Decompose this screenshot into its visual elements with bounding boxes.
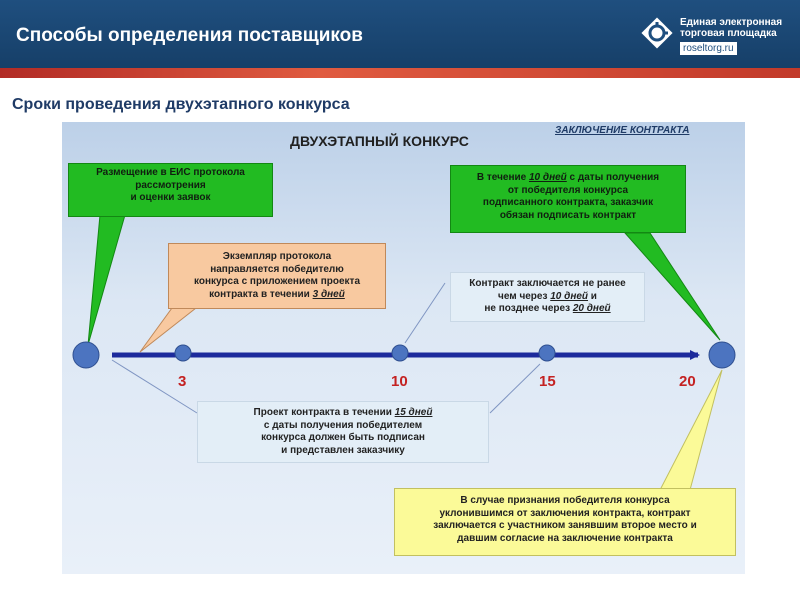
eis-protocol-box bbox=[68, 163, 273, 217]
contract-terms-line-3-pre: не позднее через bbox=[484, 303, 573, 314]
customer-sign-days: 10 дней bbox=[528, 172, 567, 183]
contract-box-connector bbox=[405, 283, 445, 343]
green-left-callout-pointer bbox=[88, 215, 125, 345]
customer-sign-line-1 bbox=[451, 172, 685, 185]
protocol-copy-line-4-text: контракта в течении bbox=[209, 288, 313, 300]
protocol-copy-box bbox=[168, 243, 386, 309]
second-place-box bbox=[394, 488, 736, 556]
day-label-20: 20 bbox=[679, 373, 696, 390]
eis-protocol-line-1: Размещение в ЕИС протокола bbox=[96, 167, 245, 178]
page-title: Способы определения поставщиков bbox=[16, 25, 363, 46]
project-contract-line-1 bbox=[198, 407, 488, 420]
timeline-node-day-3 bbox=[175, 345, 191, 361]
orange-callout-pointer bbox=[140, 308, 196, 352]
second-place-line-3: заключается с участником занявшим второе место и bbox=[433, 520, 697, 531]
project-contract-line-4: и представлен заказчику bbox=[281, 444, 405, 456]
contract-terms-line-1: Контракт заключается не ранее bbox=[469, 278, 626, 289]
contract-terms-line-3 bbox=[451, 303, 644, 316]
eis-protocol-line-3: и оценки заявок bbox=[130, 192, 211, 203]
contract-terms-line-2 bbox=[451, 291, 644, 304]
project-contract-box bbox=[197, 401, 489, 463]
protocol-copy-days: 3 дней bbox=[312, 288, 345, 300]
protocol-copy-line-2: направляется победителю bbox=[210, 263, 344, 275]
timeline-start-node bbox=[73, 342, 99, 368]
contract-terms-box bbox=[450, 272, 645, 322]
day-label-10: 10 bbox=[391, 373, 408, 390]
eis-protocol-line-2: рассмотрения bbox=[135, 179, 206, 191]
contract-terms-min-days: 10 дней bbox=[550, 290, 589, 302]
customer-sign-line-1-pre: В течение bbox=[476, 172, 529, 183]
logo-line-1: Единая электронная bbox=[680, 17, 783, 28]
customer-sign-line-2: от победителя конкурса bbox=[507, 184, 629, 196]
protocol-copy-line-1: Экземпляр протокола bbox=[222, 251, 332, 262]
diagram-caption: ЗАКЛЮЧЕНИЕ КОНТРАКТА bbox=[555, 125, 690, 136]
project-box-connector-right bbox=[490, 364, 540, 413]
contract-terms-line-2-pre: чем через bbox=[498, 290, 551, 302]
second-place-line-4: давшим согласие на заключение контракта bbox=[457, 532, 673, 544]
diagram-title: ДВУХЭТАПНЫЙ КОНКУРС bbox=[290, 133, 469, 149]
customer-sign-box bbox=[450, 165, 686, 233]
second-place-line-1: В случае признания победителя конкурса bbox=[460, 495, 670, 506]
contract-terms-max-days: 20 дней bbox=[572, 303, 611, 314]
customer-sign-line-4: обязан подписать контракт bbox=[499, 209, 637, 221]
protocol-copy-line-4 bbox=[169, 289, 385, 302]
day-label-15: 15 bbox=[539, 373, 556, 390]
protocol-copy-line-3: конкурса с приложением проекта bbox=[193, 276, 360, 287]
customer-sign-line-1-post: с даты получения bbox=[566, 172, 660, 183]
project-contract-line-1-pre: Проект контракта в течении bbox=[253, 407, 395, 418]
logo-url[interactable]: roseltorg.ru bbox=[680, 42, 737, 55]
project-contract-line-2: с даты получения победителем bbox=[263, 419, 423, 431]
second-place-line-2: уклонившимся от заключения контракта, контракт bbox=[439, 507, 691, 519]
customer-sign-line-3: подписанного контракта, заказчик bbox=[482, 197, 654, 208]
contract-terms-line-2-post: и bbox=[588, 290, 597, 302]
timeline-end-node bbox=[709, 342, 735, 368]
logo-line-2: торговая площадка bbox=[680, 28, 777, 39]
timeline-node-day-15 bbox=[539, 345, 555, 361]
project-contract-line-3: конкурса должен быть подписан bbox=[261, 432, 425, 443]
slide-subtitle: Сроки проведения двухэтапного конкурса bbox=[12, 96, 350, 113]
day-label-3: 3 bbox=[178, 373, 187, 390]
timeline-node-day-10 bbox=[392, 345, 408, 361]
project-contract-days: 15 дней bbox=[394, 407, 433, 418]
